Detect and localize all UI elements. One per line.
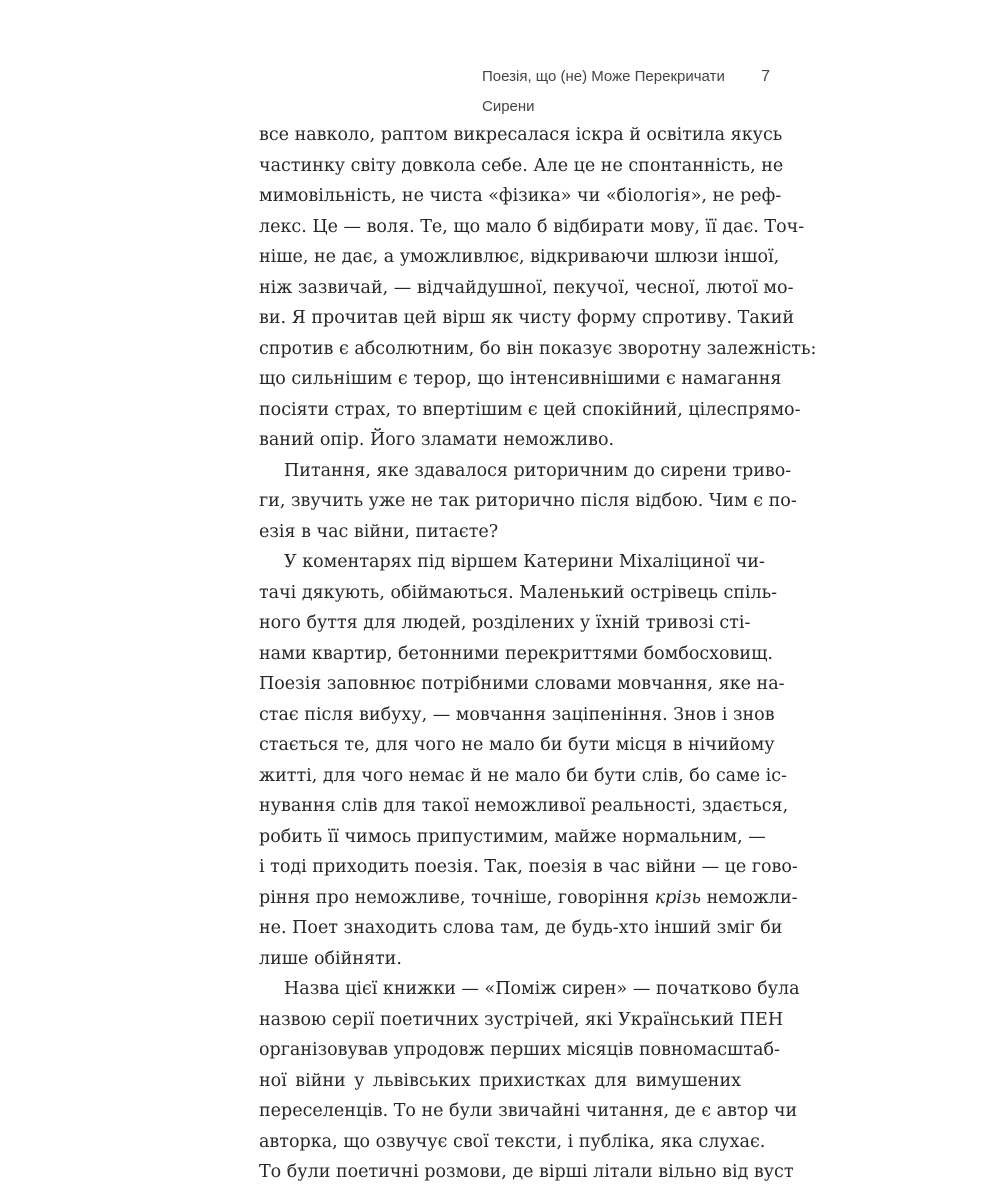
text-line: і тоді приходить поезія. Так, поезія в час війни — це гово-	[259, 857, 798, 877]
page-number: 7	[761, 68, 770, 85]
text-line: ви. Я прочитав цей вірш як чисту форму спротиву. Такий	[259, 308, 795, 328]
text-line: ної війни у львівських прихистках для вимушених	[259, 1070, 741, 1091]
text-line: езія в час війни, питаєте?	[259, 521, 499, 542]
text-line: все навколо, раптом викресалася іскра й освітила якусь	[259, 125, 783, 145]
text-line: мимовільність, не чиста «фізика» чи «біологія», не реф-	[259, 186, 782, 206]
text-line: нами квартир, бетонними перекриттями бомбосховищ.	[259, 643, 773, 664]
text-line: житті, для чого немає й не мало би бути слів, бо саме іс-	[259, 765, 787, 786]
emphasis-word: крізь	[654, 887, 702, 908]
text-line: частинку світу довкола себе. Але це не спонтанність, не	[259, 155, 784, 176]
text-line: Поезія заповнює потрібними словами мовчання, яке на-	[259, 674, 785, 694]
text-line: переселенців. То не були звичайні читання, де є автор чи	[259, 1101, 798, 1121]
running-title: Поезія, що (не) Може Перекричати Сирени	[482, 68, 725, 115]
running-head	[440, 62, 770, 115]
text-line: Питання, яке здавалося риторичним до сирени триво-	[284, 460, 792, 481]
text-line: ніж зазвичай, — відчайдушної, пекучої, чесної, лютої мо-	[259, 277, 794, 298]
text-line: То були поетичні розмови, де вірші літали вільно від вуст	[259, 1162, 794, 1182]
text-line: стається те, для чого не мало би бути місця в нічийому	[259, 735, 775, 755]
text-line: тачі дякують, обіймаються. Маленький острівець спіль-	[259, 582, 778, 603]
text-line: стає після вибуху, — мовчання заціпеніння. Знов і знов	[259, 704, 775, 725]
text-line-part: ріння про неможливе, точніше, говоріння	[259, 887, 655, 908]
text-line: ваний опір. Його зламати неможливо.	[259, 430, 615, 450]
text-line: лекс. Це — воля. Те, що мало б відбирати мову, її дає. Точ-	[259, 216, 805, 237]
text-line: нування слів для такої неможливої реальності, здається,	[259, 796, 789, 816]
text-line: що сильнішим є терор, що інтенсивнішими є намагання	[259, 369, 782, 389]
text-line: лише обійняти.	[259, 948, 402, 969]
text-line: У коментарях під віршем Катерини Міхаліциної чи-	[284, 552, 765, 572]
text-line: робить її чимось припустимим, майже нормальним, —	[259, 826, 766, 847]
body-text	[259, 120, 817, 1188]
text-line: назвою серії поетичних зустрічей, які Український ПЕН	[259, 1009, 784, 1030]
text-line: ніше, не дає, а уможливлює, відкриваючи шлюзи іншої,	[259, 247, 780, 267]
text-line: спротив є абсолютним, бо він показує зворотну залежність:	[259, 338, 817, 359]
text-line: ного буття для людей, розділених у їхній тривозі сті-	[259, 613, 751, 633]
text-line: Назва цієї книжки — «Поміж сирен» — початково була	[284, 979, 800, 999]
text-line: посіяти страх, то впертішим є цей спокійний, цілеспрямо-	[259, 399, 801, 420]
text-line: ги, звучить уже не так риторично після відбою. Чим є по-	[259, 491, 797, 511]
text-line	[259, 883, 798, 914]
text-line: організовував упродовж перших місяців повномасштаб-	[259, 1040, 780, 1060]
text-line-part: неможли-	[701, 887, 798, 908]
text-line: не. Поет знаходить слова там, де будь-хто інший зміг би	[259, 918, 783, 938]
text-line: авторка, що озвучує свої тексти, і публіка, яка слухає.	[259, 1131, 766, 1152]
